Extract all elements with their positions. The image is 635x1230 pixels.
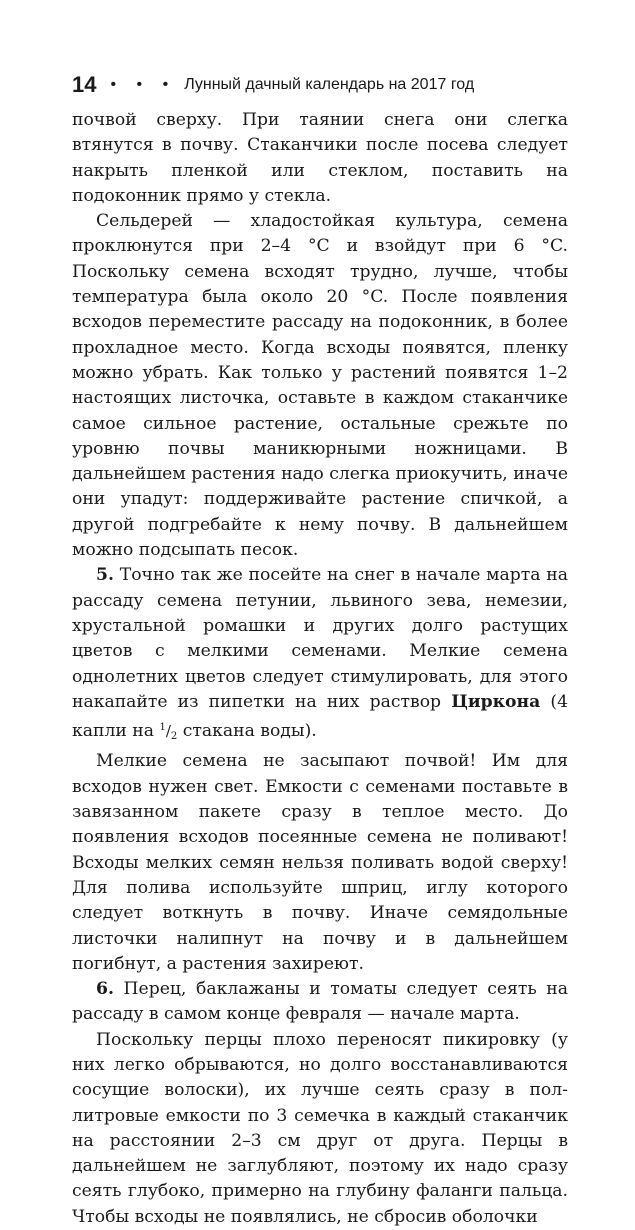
page-header (72, 72, 474, 98)
step-number-6: 6. (96, 979, 114, 1000)
running-title: Лунный дачный календарь на 2017 год (184, 76, 475, 93)
paragraph-step-6 (72, 977, 568, 1028)
step-5-paren-start: (4 капли на (72, 691, 569, 742)
body-text (72, 108, 568, 1230)
fraction-one-half: $^1/_2$ (159, 722, 178, 743)
fraction-numerator: 1 (159, 722, 166, 734)
product-name-zircon: Циркона (451, 691, 541, 712)
step-5-paren-end: стакана воды). (182, 721, 317, 742)
step-number-5: 5. (96, 565, 114, 586)
paragraph-small-seeds: Мелкие семена не засыпают почвой! Им для всходов нужен свет. Емкости с семенами поставьте в завязанном пакете сразу в теплое место. До появления всходов посеянные семена не поливают! Всходы мелких семян нельзя поливать водой сверху! Для полива используйте шприц, иглу которого следует воткнуть в почву. Иначе семядольные листочки налипнут на почву и в дальнейшем погибнут, а растения захиреют. (72, 751, 568, 974)
paragraph-continued: почвой сверху. При таянии снега они слегка втянутся в почву. Стаканчики после посева следует накрыть пленкой или стеклом, поставить на подоконник прямо у стекла. (72, 110, 568, 206)
paragraph-celery: Сельдерей — хладостойкая культура, семена проклюнутся при 2–4 °C и взойдут при 6 °C. Поскольку семена всходят трудно, лучше, чтобы температура была около 20 °C. После появления всходов переместите рассаду на подоконник, в более прохладное место. Когда всходы появятся, пленку можно убрать. Как только у растений появятся 1–2 настоящих листочка, оставьте в каждом стаканчике самое сильное растение, остальные срежьте по уровню почвы маникюрными ножницами. В дальнейшем растения надо слегка приокучить, иначе они упадут: поддерживайте растение спичкой, а другой подгребайте к нему почву. В дальнейшем можно подсыпать песок. (72, 211, 568, 561)
paragraph-step-5 (72, 563, 568, 749)
step-6-text: Перец, баклажаны и томаты следует сеять на рассаду в самом конце февраля — начале марта. (72, 979, 568, 1025)
step-5-text: Точно так же посейте на снег в начале марта на рассаду семена петунии, львиного зева, немезии, хрустальной ромашки и других долго растущих цветов с мелкими семенами. Мелкие семена однолетних цветов следует стимулировать, для этого накапайте из пипетки на них раствор (72, 565, 569, 712)
paragraph-peppers: Поскольку перцы плохо переносят пикировку (у них легко обрываются, но долго восстанавливаются сосущие волоски), их лучше сеять сразу в пол-литровые емкости по 3 семечка в каждый стаканчик на расстоянии 2–3 см друг от друга. Перцы в дальнейшем не заглубляют, поэтому их надо сразу сеять глубоко, примерно на глубину фаланги пальца. Чтобы всходы не появлялись, не сбросив оболочки (72, 1029, 568, 1227)
fraction-denominator: 2 (170, 731, 178, 743)
page-number: 14 (72, 72, 97, 97)
header-dots: • • • (110, 76, 177, 93)
